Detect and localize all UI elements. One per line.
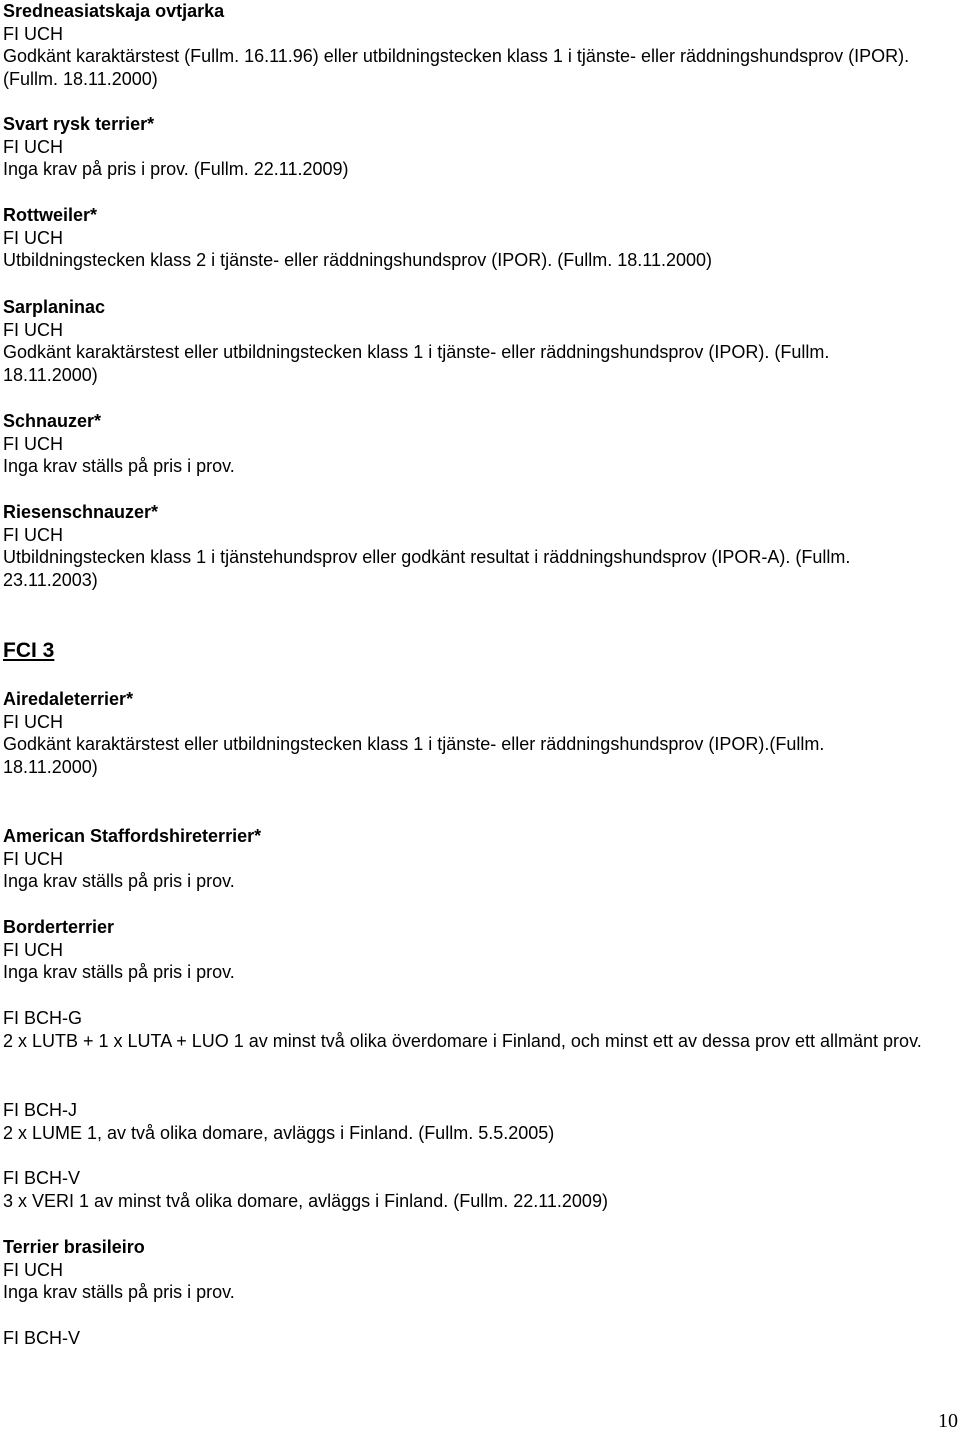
breed-entry-riesenschnauzer [3,501,928,592]
breed-name: Svart rysk terrier* [3,114,155,134]
breed-entry-airedaleterrier [3,688,923,779]
title-label: FI UCH [3,524,63,545]
breed-name: Riesenschnauzer* [3,502,159,522]
breed-name: Airedaleterrier* [3,689,134,709]
requirement-text: Utbildningstecken klass 1 i tjänstehundsprov eller godkänt resultat i räddningshundsprov (IPOR-A). (Fullm. 23.11.2003) [3,547,851,591]
requirement-text: Godkänt karaktärstest eller utbildningstecken klass 1 i tjänste- eller räddningshundsprov (IPOR).(Fullm. 18.11.2000) [3,734,825,778]
title-entry-bch-g [3,1007,923,1052]
breed-entry-svart-rysk-terrier [3,113,349,181]
breed-entry-terrier-brasileiro [3,1236,235,1304]
title-label: FI UCH [3,23,63,44]
title-label: FI UCH [3,1259,63,1280]
breed-name: Sredneasiatskaja ovtjarka [3,1,225,21]
breed-name: Rottweiler* [3,205,98,225]
title-label: FI UCH [3,227,63,248]
title-label: FI UCH [3,848,63,869]
requirement-text: Utbildningstecken klass 2 i tjänste- eller räddningshundsprov (IPOR). (Fullm. 18.11.2000) [3,250,713,271]
requirement-text: 3 x VERI 1 av minst två olika domare, avläggs i Finland. (Fullm. 22.11.2009) [3,1190,608,1211]
breed-name: Terrier brasileiro [3,1237,145,1257]
breed-entry-sarplaninac [3,296,923,387]
breed-entry-american-staffordshireterrier [3,825,261,893]
title-label: FI UCH [3,939,63,960]
breed-name: American Staffordshireterrier* [3,826,262,846]
requirement-text: 2 x LUME 1, av två olika domare, avläggs i Finland. (Fullm. 5.5.2005) [3,1122,555,1143]
requirement-text: Inga krav ställs på pris i prov. [3,962,235,983]
breed-name: Schnauzer* [3,411,102,431]
title-label: FI UCH [3,319,63,340]
page-number: 10 [938,1410,958,1432]
breed-entry-schnauzer [3,410,235,478]
title-label: FI BCH-G [3,1008,82,1028]
title-entry-bch-v [3,1167,608,1212]
requirement-text: Inga krav ställs på pris i prov. [3,871,235,892]
requirement-text: Inga krav på pris i prov. (Fullm. 22.11.2009) [3,159,349,180]
breed-entry-borderterrier [3,916,235,984]
breed-entry-rottweiler [3,204,712,272]
title-label: FI UCH [3,433,63,454]
breed-name: Borderterrier [3,917,115,937]
title-entry-bch-j [3,1099,554,1144]
requirement-text: Godkänt karaktärstest eller utbildningstecken klass 1 i tjänste- eller räddningshundsprov (IPOR). (Fullm. 18.11.2000) [3,342,830,386]
title-label: FI BCH-V [3,1328,81,1348]
title-entry-bch-v-final [3,1327,80,1350]
requirement-text: Inga krav ställs på pris i prov. [3,456,235,477]
breed-entry-sredneasiatskaja [3,0,938,91]
title-label: FI UCH [3,711,63,732]
title-label: FI UCH [3,136,63,157]
section-heading-fci-3: FCI 3 [3,639,55,662]
breed-name: Sarplaninac [3,297,106,317]
requirement-text: 2 x LUTB + 1 x LUTA + LUO 1 av minst två olika överdomare i Finland, och minst ett av dessa prov ett allmänt prov. [3,1030,922,1051]
title-label: FI BCH-V [3,1168,81,1188]
requirement-text: Inga krav ställs på pris i prov. [3,1282,235,1303]
title-label: FI BCH-J [3,1100,77,1120]
requirement-text: Godkänt karaktärstest (Fullm. 16.11.96) eller utbildningstecken klass 1 i tjänste- eller räddningshundsprov (IPOR). (Fullm. 18.11.2000) [3,46,910,90]
